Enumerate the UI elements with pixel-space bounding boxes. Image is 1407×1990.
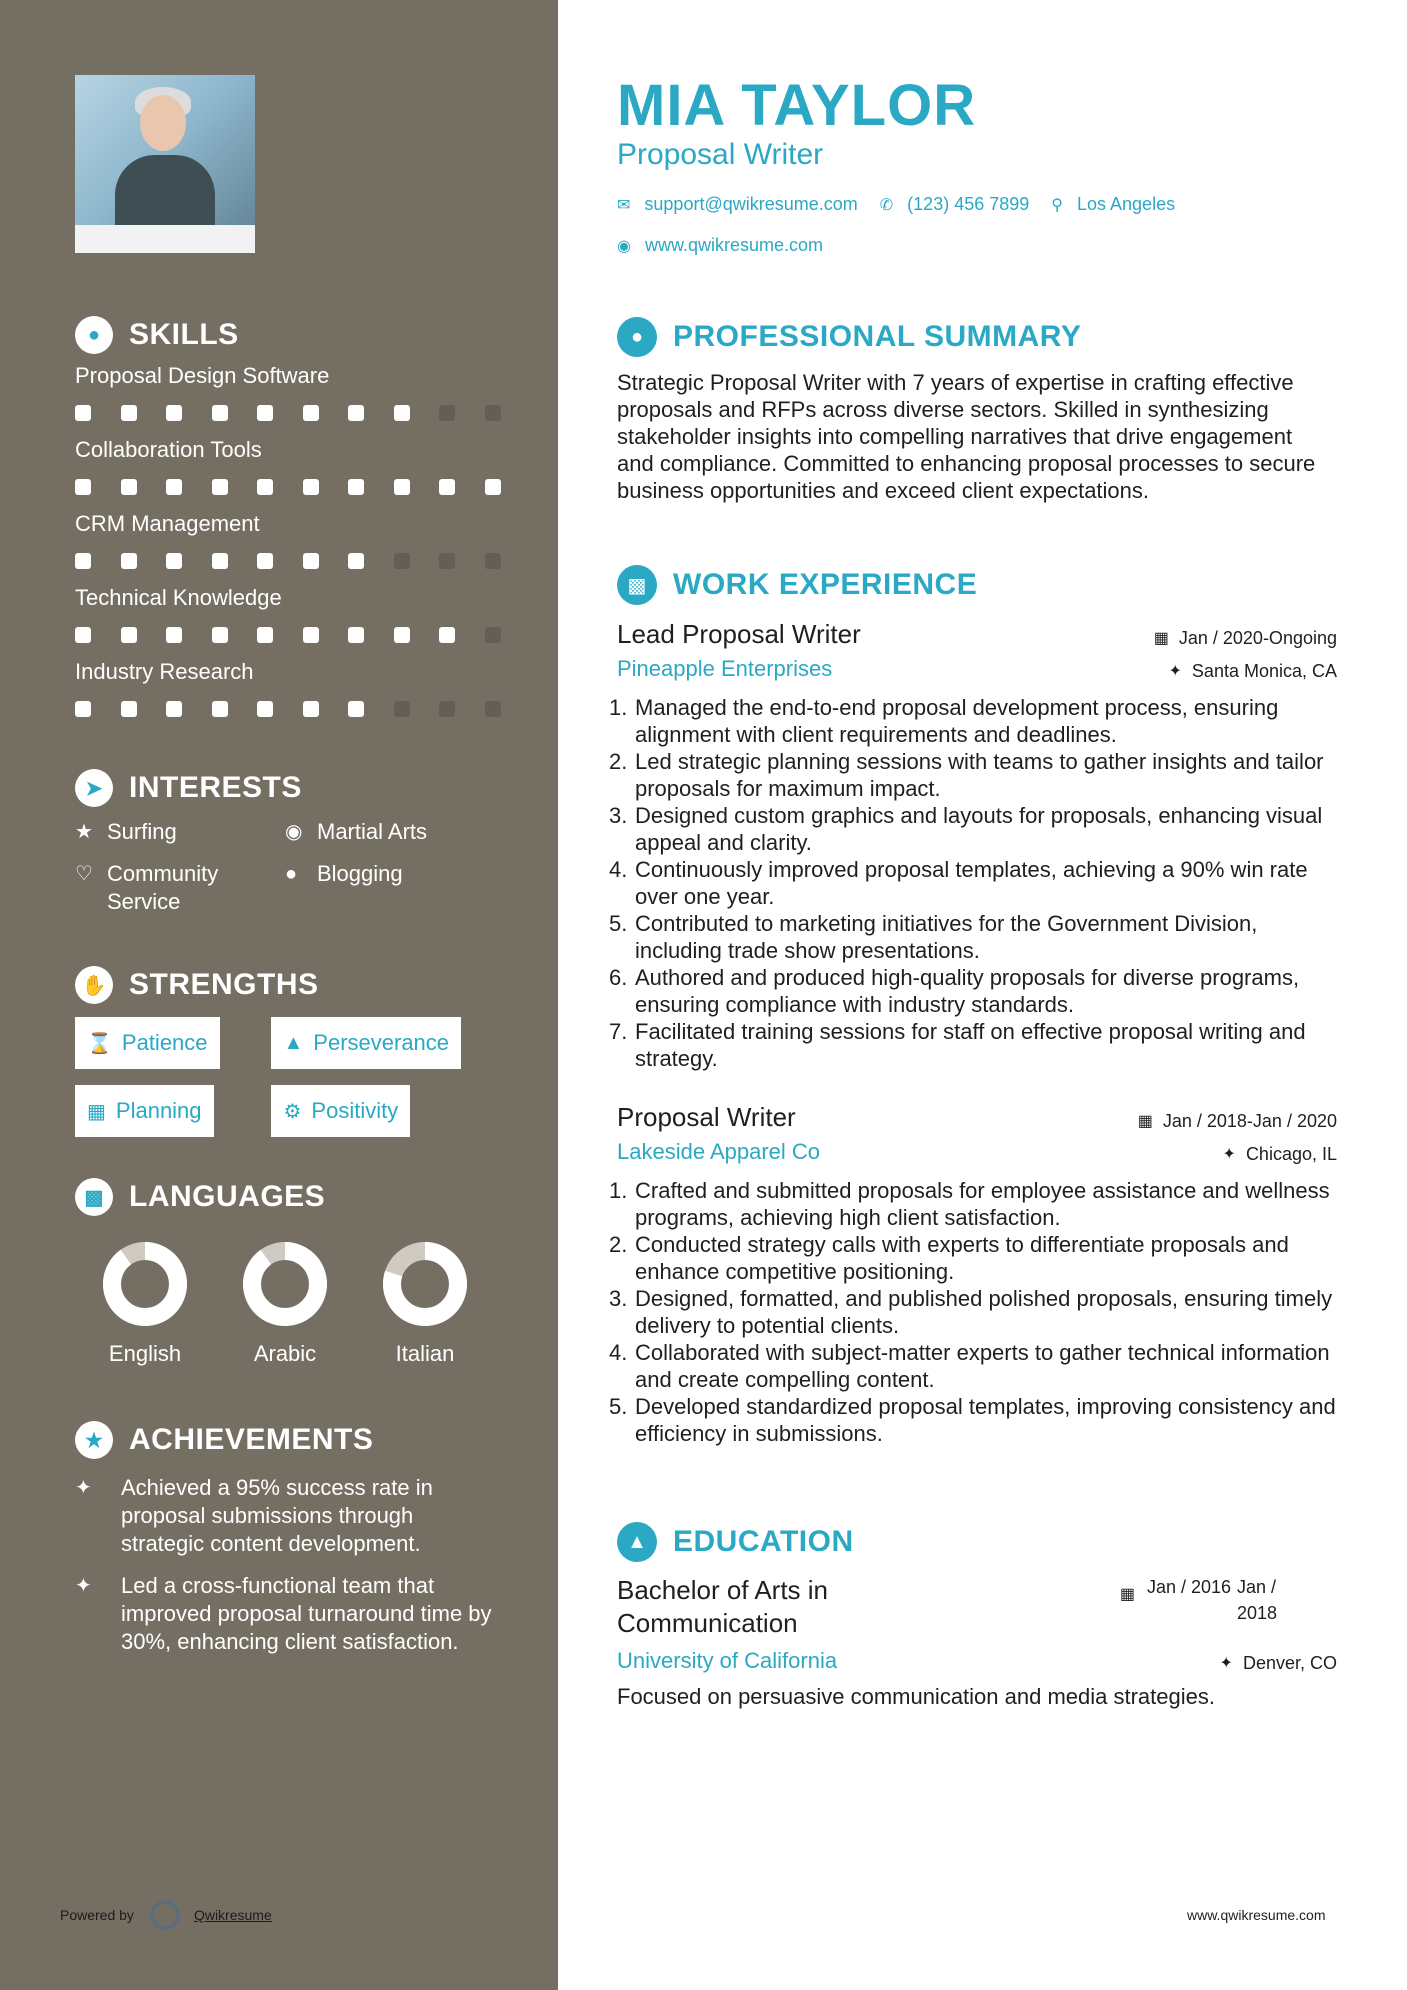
summary-section: [617, 315, 1337, 504]
language-name: Italian: [395, 1341, 455, 1366]
job-title: Proposal Writer: [617, 1102, 796, 1132]
edu-start: Jan / 2016: [1147, 1577, 1232, 1597]
rating-dot: [485, 701, 501, 717]
user-icon: ●: [617, 317, 657, 357]
company-name: Lakeside Apparel Co: [617, 1139, 821, 1164]
graduation-icon: ▲: [617, 1522, 657, 1562]
job-bullet: 2. Conducted strategy calls with experts to differentiate proposals and enhance competitive positioning.: [609, 1232, 1289, 1284]
job-bullet: 6. Authored and produced high-quality proposals for diverse programs, ensuring compliance with industry standards.: [609, 965, 1300, 1017]
lightbulb-icon: ●: [75, 316, 113, 354]
brand-link[interactable]: Qwikresume: [193, 1907, 272, 1923]
degree: Bachelor of Arts in Communication: [617, 1575, 828, 1638]
job-bullet: 3. Designed custom graphics and layouts for proposals, enhancing visual appeal and clarity.: [609, 803, 1323, 855]
rating-dot: [212, 627, 228, 643]
candidate-name: MIA TAYLOR: [617, 73, 977, 138]
rating-dot: [348, 553, 364, 569]
envelope-icon: ✉: [617, 196, 631, 214]
rating-dot: [485, 405, 501, 421]
profile-photo: [75, 75, 255, 253]
rating-dot: [394, 553, 410, 569]
strengths-section: [75, 965, 495, 1137]
location: Los Angeles: [1077, 194, 1176, 214]
globe-icon: ◉: [285, 821, 303, 843]
hourglass-icon: ⌛: [87, 1032, 112, 1055]
star-burst-icon: ✦: [75, 1477, 92, 1499]
rating-dot: [75, 701, 91, 717]
rating-dot: [75, 553, 91, 569]
language-name: Arabic: [253, 1341, 317, 1366]
rating-dot: [394, 405, 410, 421]
rating-dot: [439, 553, 455, 569]
strengths-heading: STRENGTHS: [129, 968, 319, 1001]
rating-dot: [257, 701, 273, 717]
rating-dot: [303, 553, 319, 569]
skill-rating: [75, 539, 530, 583]
website-link[interactable]: www.qwikresume.com: [644, 235, 824, 255]
languages-heading: LANGUAGES: [129, 1180, 326, 1213]
achievement-item: ✦ Led a cross-functional team that improved proposal turnaround time by 30%, enhancing client satisfaction.: [75, 1573, 492, 1654]
language-gauge-fill: [112, 1251, 178, 1317]
summary-heading: PROFESSIONAL SUMMARY: [673, 320, 1082, 353]
rating-dot: [75, 627, 91, 643]
rating-dot: [348, 479, 364, 495]
strength-chip: ⌛ Patience: [75, 1017, 220, 1069]
rating-dot: [394, 627, 410, 643]
rating-dot: [166, 701, 182, 717]
rating-dot: [166, 479, 182, 495]
calendar-icon: ▦: [1119, 1586, 1135, 1603]
skill-rating: [75, 687, 530, 731]
qwikresume-logo-icon: [150, 1900, 180, 1930]
rating-dot: [485, 627, 501, 643]
skill-name: Collaboration Tools: [75, 437, 262, 462]
rating-dot: [166, 405, 182, 421]
interest-item: ● Blogging: [285, 861, 403, 886]
footer-url[interactable]: www.qwikresume.com: [1187, 1907, 1326, 1923]
edu-location: Denver, CO: [1242, 1652, 1337, 1673]
interests-heading: INTERESTS: [129, 771, 302, 804]
gear-icon: ⚙: [283, 1100, 302, 1123]
rating-dot: [212, 553, 228, 569]
globe-icon: ◉: [617, 237, 631, 255]
job-bullet: 4. Continuously improved proposal templates, achieving a 90% win rate over one year.: [609, 857, 1308, 909]
interest-item: ◉ Martial Arts: [285, 819, 428, 844]
language-gauge: [242, 1241, 328, 1327]
company-name: Pineapple Enterprises: [617, 656, 833, 681]
summary-text: Strategic Proposal Writer with 7 years of expertise in crafting effective proposals and RFPs across diverse sectors. Skilled in synthesizing stakeholder insights into compelling narratives that drive engagement and compliance. Committed to enhancing proposal processes to secure business opportunities and exceed client expectations.: [617, 370, 1316, 503]
paper-plane-icon: ➤: [75, 769, 113, 807]
rating-dot: [439, 405, 455, 421]
rating-dot: [394, 479, 410, 495]
achievements-section: [75, 1420, 495, 1656]
edu-end: Jan / 2018: [1237, 1577, 1278, 1623]
rating-dot: [348, 701, 364, 717]
rating-dot: [257, 627, 273, 643]
strength-chip: ⚙ Positivity: [271, 1085, 410, 1137]
map-pin-icon: ⚲: [1051, 196, 1063, 214]
language-gauge: [102, 1241, 188, 1327]
job-title: Lead Proposal Writer: [617, 619, 861, 649]
rating-dot: [303, 479, 319, 495]
rating-dot: [166, 553, 182, 569]
skill-name: Industry Research: [75, 659, 254, 684]
rating-dot: [348, 405, 364, 421]
achievements-heading: ACHIEVEMENTS: [129, 1423, 374, 1456]
job-bullet: 1. Crafted and submitted proposals for employee assistance and wellness programs, achieving high client satisfaction.: [609, 1178, 1330, 1230]
phone-number[interactable]: (123) 456 7899: [907, 194, 1030, 214]
rating-dot: [75, 405, 91, 421]
pin-icon: ✦: [1219, 1655, 1233, 1672]
rating-dot: [121, 553, 137, 569]
interest-item: ♡ Community Service: [75, 861, 219, 914]
experience-heading: WORK EXPERIENCE: [673, 568, 978, 601]
star-burst-icon: ✦: [75, 1575, 92, 1597]
rating-dot: [485, 479, 501, 495]
strength-chip: ▦ Planning: [75, 1085, 214, 1137]
contact-row: [617, 194, 1197, 215]
job-bullet: 5. Developed standardized proposal templates, improving consistency and efficiency in submissions.: [609, 1394, 1336, 1446]
interest-item: ★ Surfing: [75, 819, 177, 844]
fist-icon: ✋: [75, 966, 113, 1004]
language-item: [75, 1241, 215, 1367]
rating-dot: [257, 405, 273, 421]
rating-dot: [212, 479, 228, 495]
language-item: [215, 1241, 355, 1367]
edu-description: Focused on persuasive communication and media strategies.: [617, 1684, 1215, 1709]
rating-dot: [121, 701, 137, 717]
rating-dot: [439, 701, 455, 717]
rating-dot: [348, 627, 364, 643]
language-gauge-fill: [252, 1251, 318, 1317]
rating-dot: [303, 627, 319, 643]
skill-name: Technical Knowledge: [75, 585, 282, 610]
contact-row-2: [617, 235, 845, 256]
job-entry: [609, 619, 1337, 1072]
rating-dot: [121, 479, 137, 495]
school-name: University of California: [617, 1648, 838, 1673]
briefcase-icon: ▩: [617, 565, 657, 605]
calendar-icon: ▦: [1153, 630, 1169, 647]
rating-dot: [212, 405, 228, 421]
hands-icon: ♡: [75, 863, 93, 885]
job-entry: [609, 1102, 1337, 1447]
rating-dot: [303, 405, 319, 421]
rating-dot: [166, 627, 182, 643]
star-icon: ★: [75, 821, 93, 843]
rating-dot: [439, 627, 455, 643]
job-bullet: 3. Designed, formatted, and published polished proposals, ensuring timely delivery to potential clients.: [609, 1286, 1333, 1338]
job-location: Chicago, IL: [1245, 1143, 1337, 1164]
email-link[interactable]: support@qwikresume.com: [644, 194, 858, 214]
rating-dot: [303, 701, 319, 717]
skills-heading: SKILLS: [129, 318, 239, 351]
rating-dot: [121, 405, 137, 421]
language-gauge: [382, 1241, 468, 1327]
job-bullet: 2. Led strategic planning sessions with teams to gather insights and tailor proposals for maximum impact.: [609, 749, 1324, 801]
skill-rating: [75, 465, 530, 509]
skill-name: Proposal Design Software: [75, 363, 330, 388]
sidebar: [0, 0, 558, 1990]
language-icon: ▩: [75, 1178, 113, 1216]
skill-name: CRM Management: [75, 511, 260, 536]
people-icon: ▲: [283, 1031, 304, 1054]
achievement-item: ✦ Achieved a 95% success rate in proposal submissions through strategic content development.: [75, 1475, 433, 1556]
pin-icon: ✦: [1222, 1146, 1236, 1163]
skill-rating: [75, 613, 530, 657]
interests-section: [75, 768, 485, 916]
education-heading: EDUCATION: [673, 1525, 854, 1558]
rating-dot: [257, 479, 273, 495]
skills-section: [75, 315, 530, 731]
rating-dot: [212, 701, 228, 717]
powered-by: Powered by Qwikresume: [60, 1900, 272, 1930]
rating-dot: [439, 479, 455, 495]
rating-dot: [485, 553, 501, 569]
users-icon: ●: [285, 863, 298, 885]
skill-rating: [75, 391, 530, 435]
phone-icon: ✆: [879, 196, 894, 214]
job-location: Santa Monica, CA: [1191, 660, 1337, 681]
pin-icon: ✦: [1168, 663, 1182, 680]
job-dates: Jan / 2018-Jan / 2020: [1162, 1110, 1337, 1131]
job-bullet: 4. Collaborated with subject-matter experts to gather technical information and create compelling content.: [609, 1340, 1330, 1392]
rating-dot: [121, 627, 137, 643]
job-bullet: 5. Contributed to marketing initiatives for the Government Division, including trade show presentations.: [609, 911, 1258, 963]
education-section: [617, 1520, 1337, 1710]
strength-chip: ▲ Perseverance: [271, 1017, 461, 1069]
language-item: [355, 1241, 495, 1367]
trophy-icon: ★: [75, 1421, 113, 1459]
job-bullet: 1. Managed the end-to-end proposal development process, ensuring alignment with client requirements and deadlines.: [609, 695, 1279, 747]
experience-section: [609, 563, 1337, 1447]
rating-dot: [75, 479, 91, 495]
languages-section: [75, 1177, 495, 1367]
calendar-icon: ▦: [87, 1100, 106, 1123]
calendar-icon: ▦: [1137, 1113, 1153, 1130]
job-dates: Jan / 2020-Ongoing: [1178, 627, 1337, 648]
candidate-title: Proposal Writer: [617, 138, 824, 171]
rating-dot: [394, 701, 410, 717]
language-name: English: [108, 1341, 182, 1366]
rating-dot: [257, 553, 273, 569]
job-bullet: 7. Facilitated training sessions for staff on effective proposal writing and strategy.: [609, 1019, 1306, 1071]
